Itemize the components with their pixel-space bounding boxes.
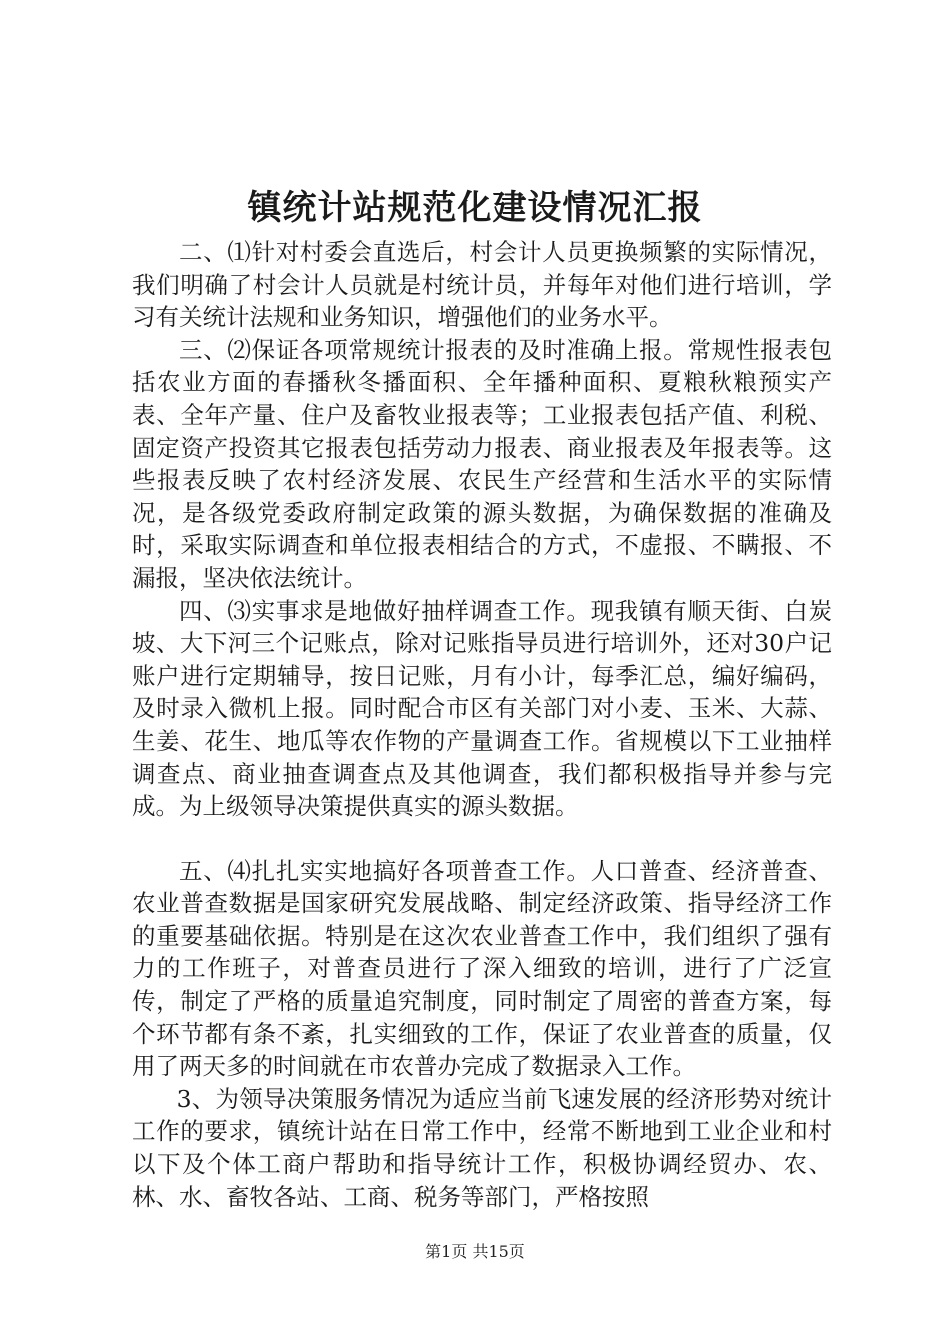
paragraph-item-3: 3、为领导决策服务情况为适应当前飞速发展的经济形势对统计工作的要求，镇统计站在日常工作中，经常不断地到工业企业和村以下及个体工商户帮助和指导统计工作，积极协调经贸办、农、林、水、畜牧各站、工商、税务等部门，严格按照	[132, 1084, 832, 1211]
page-number-footer: 第1页 共15页	[425, 1242, 525, 1261]
paragraph-section-5: 五、⑷扎扎实实地搞好各项普查工作。人口普查、经济普查、农业普查数据是国家研究发展战略、制定经济政策、指导经济工作的重要基础依据。特别是在这次农业普查工作中，我们组织了强有力的工作班子，对普查员进行了深入细致的培训，进行了广泛宣传，制定了严格的质量追究制度，同时制定了周密的普查方案，每个环节都有条不紊，扎实细致的工作，保证了农业普查的质量，仅用了两天多的时间就在市农普办完成了数据录入工作。	[132, 856, 832, 1081]
document-title: 镇统计站规范化建设情况汇报	[247, 188, 703, 228]
paragraph-section-4: 四、⑶实事求是地做好抽样调查工作。现我镇有顺天街、白炭坡、大下河三个记账点，除对记账指导员进行培训外，还对30户记账户进行定期辅导，按日记账，月有小计，每季汇总，编好编码，及时录入微机上报。同时配合市区有关部门对小麦、玉米、大蒜、生姜、花生、地瓜等农作物的产量调查工作。省规模以下工业抽样调查点、商业抽查调查点及其他调查，我们都积极指导并参与完成。为上级领导决策提供真实的源头数据。	[132, 596, 832, 821]
document-body	[132, 236, 832, 1213]
paragraph-section-3: 三、⑵保证各项常规统计报表的及时准确上报。常规性报表包括农业方面的春播秋冬播面积、全年播种面积、夏粮秋粮预实产表、全年产量、住户及畜牧业报表等；工业报表包括产值、利税、固定资产投资其它报表包括劳动力报表、商业报表及年报表等。这些报表反映了农村经济发展、农民生产经营和生活水平的实际情况，是各级党委政府制定政策的源头数据，为确保数据的准确及时，采取实际调查和单位报表相结合的方式，不虚报、不瞒报、不漏报，坚决依法统计。	[132, 335, 832, 592]
paragraph-section-2: 二、⑴针对村委会直选后，村会计人员更换频繁的实际情况，我们明确了村会计人员就是村统计员，并每年对他们进行培训，学习有关统计法规和业务知识，增强他们的业务水平。	[132, 238, 832, 332]
